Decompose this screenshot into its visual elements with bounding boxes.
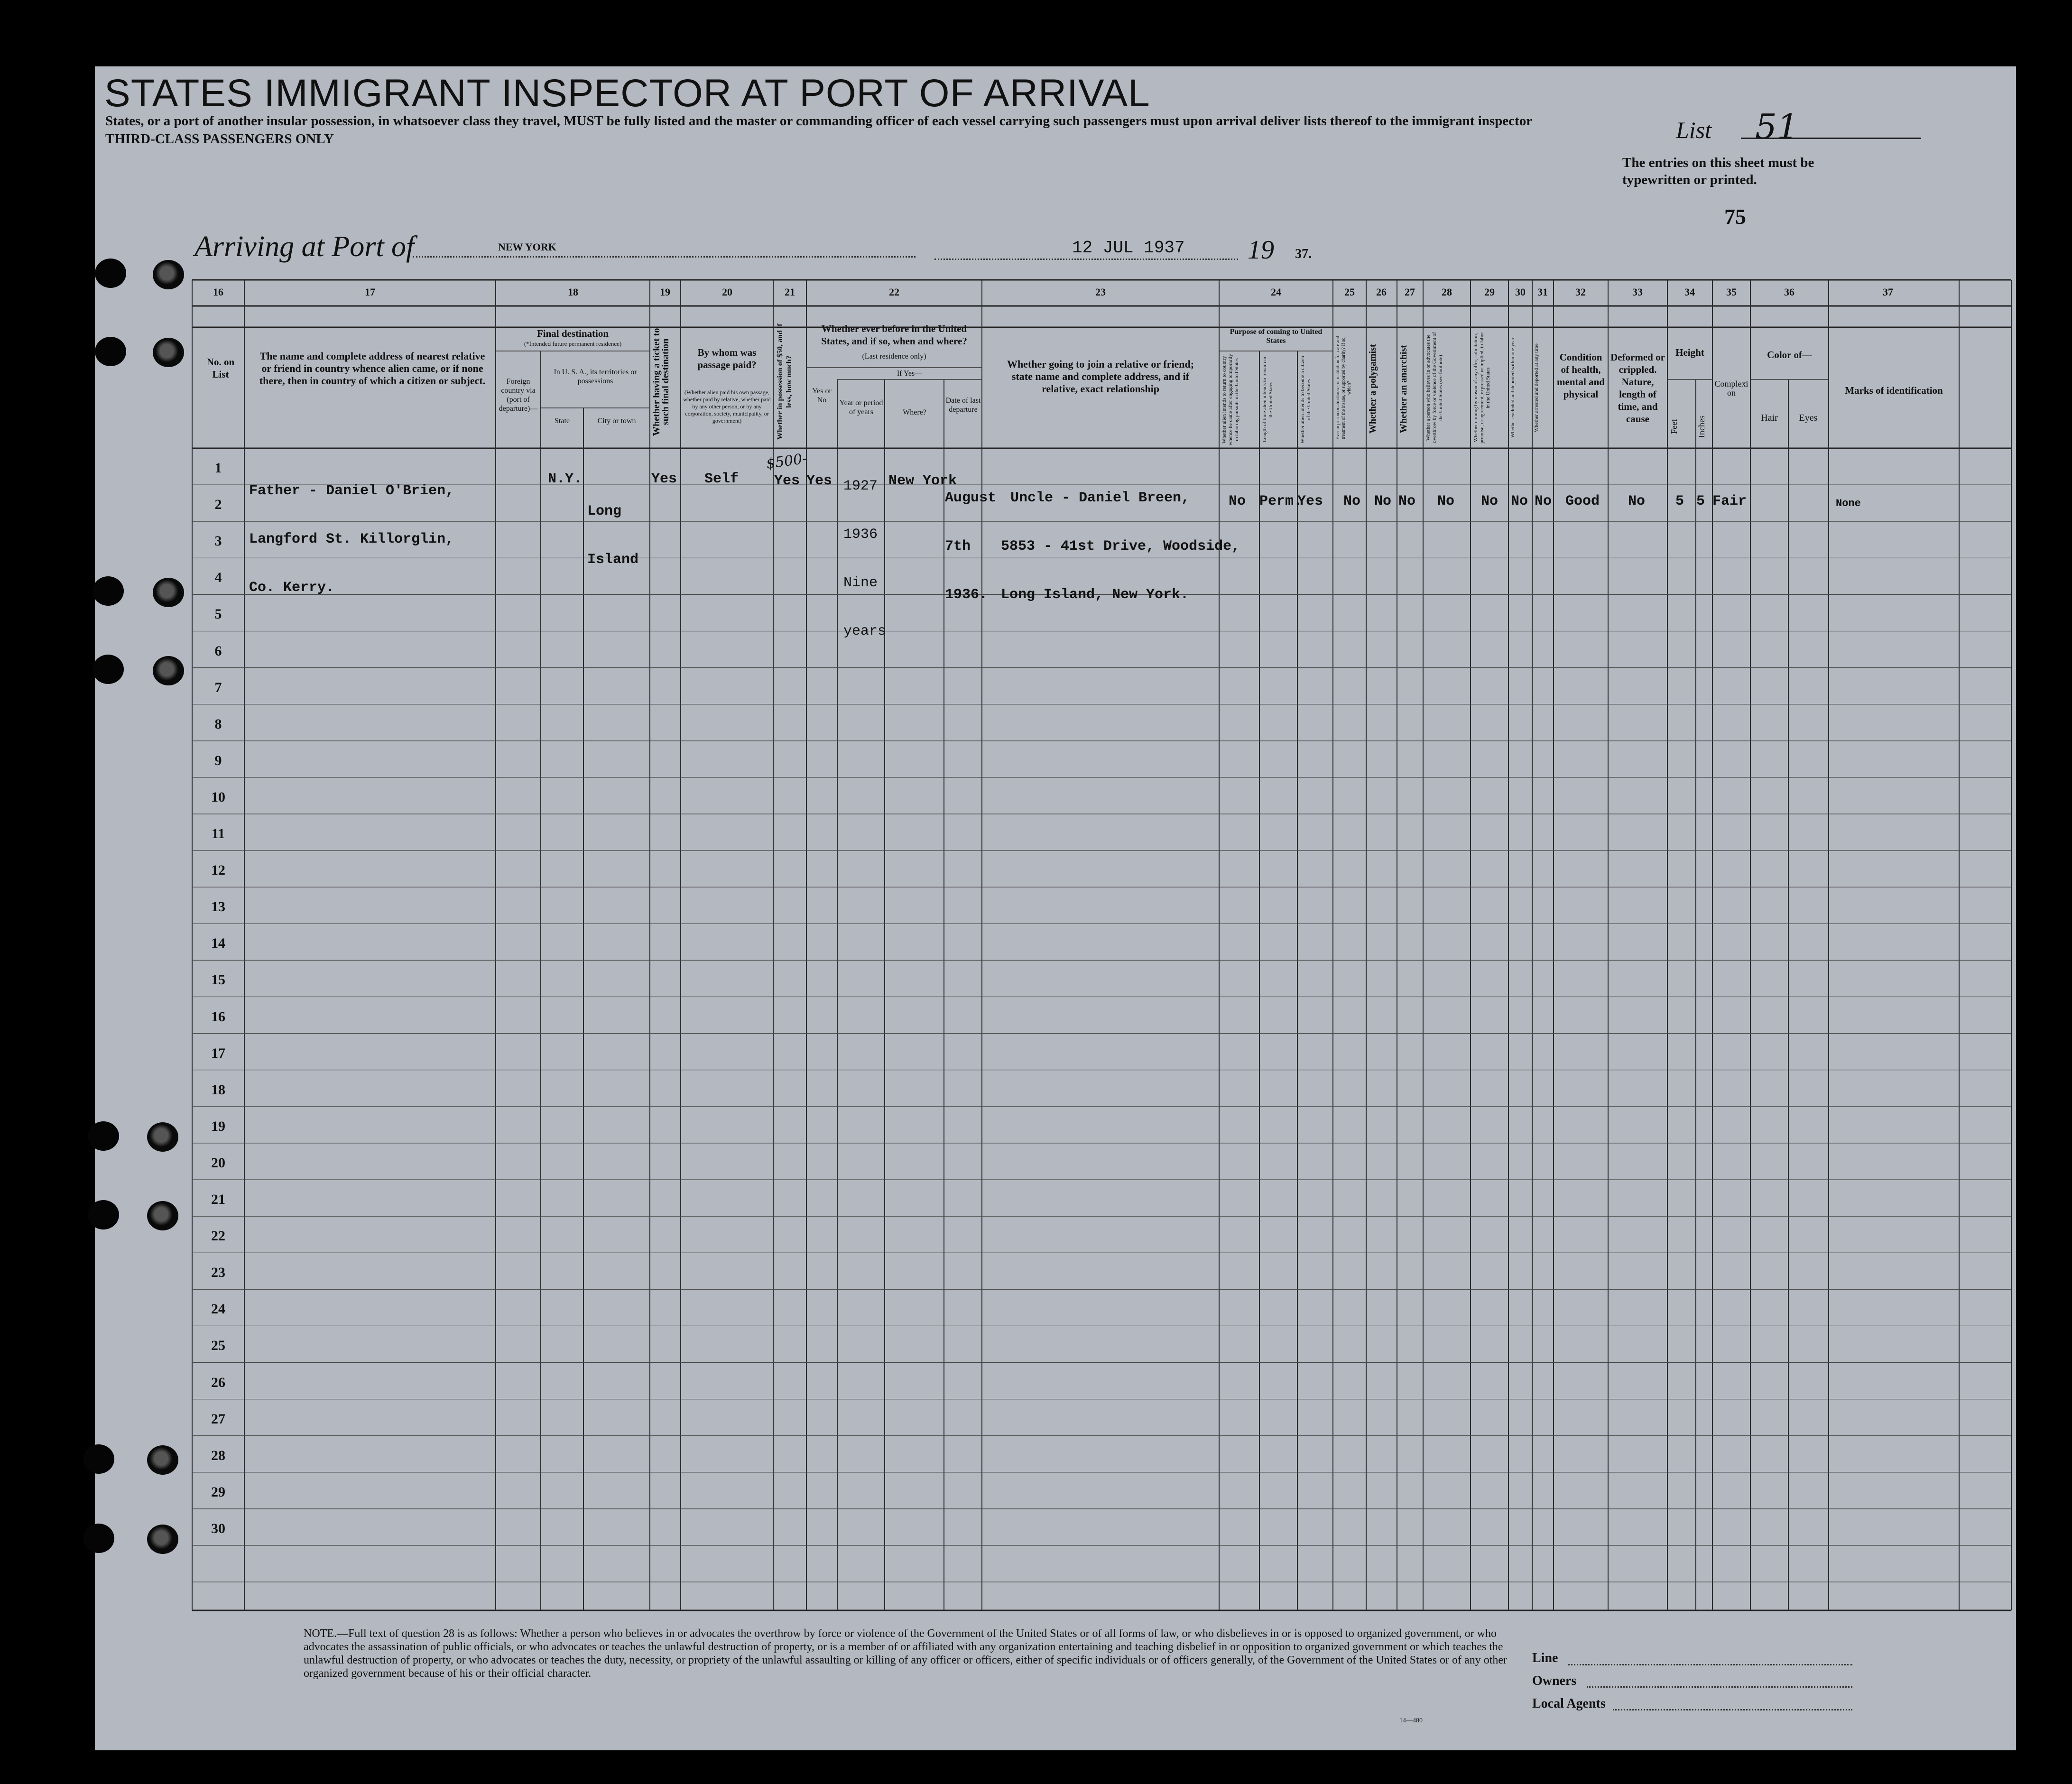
row-number: 20 [211, 1155, 225, 1171]
row-number: 16 [211, 1008, 225, 1025]
header-city: City or town [597, 417, 636, 425]
header-no-on-list: No. on List [206, 356, 235, 380]
row-number: 10 [211, 789, 225, 805]
header-health: Condition of health, mental and physical [1557, 351, 1605, 400]
entry-prison: No [1343, 493, 1361, 509]
departure-line: 7th [945, 538, 971, 555]
entry-money: Yes [774, 473, 800, 489]
entry-money-amount: $500- [765, 450, 808, 472]
header-in-usa: In U. S. A., its territories or possessions [554, 368, 637, 385]
header-marks: Marks of identification [1845, 385, 1943, 396]
header-eyes: Eyes [1799, 413, 1818, 423]
row-number: 18 [211, 1081, 225, 1098]
entry-feet: 5 [1675, 493, 1684, 509]
join-line: Long Island, New York. [1001, 587, 1189, 603]
header-question-28: Whether a person who believes in or advocates the overthrow by force or violence of the Government of the United States (see footnote) [1425, 332, 1443, 444]
list-number: 51 [1755, 107, 1799, 147]
instruction-note: The entries on this sheet must be typewritten or printed. [1622, 155, 1814, 187]
entry-health: Good [1565, 493, 1600, 509]
column-number: 19 [660, 286, 670, 298]
entry-anarchist: No [1398, 493, 1416, 509]
city-line: Island [587, 552, 639, 568]
column-number: 31 [1537, 286, 1548, 298]
entry-state: N.Y. [548, 471, 583, 487]
row-number: 4 [214, 570, 222, 586]
entry-return: No [1229, 493, 1246, 509]
column-number: 16 [213, 286, 223, 298]
column-number: 30 [1515, 286, 1526, 298]
header-return-intent: Whether alien intends to return to country whence he came after engaging temporarily in laboring pursuits in the United States [1221, 354, 1240, 445]
header-state: State [555, 417, 570, 425]
page-title: STATES IMMIGRANT INSPECTOR AT PORT OF ARRIVAL [104, 72, 1150, 115]
line-dotted [1568, 1664, 1852, 1665]
row-number: 19 [211, 1118, 225, 1134]
subtitle-text: States, or a port of another insular possession, in whatsoever class they travel, MUST be fully listed and the master or commanding officer of each vessel carrying such passengers must upon arrival deliver lists thereof to the immigrant inspector [105, 113, 1533, 129]
header-purpose: Purpose of coming to United States [1230, 328, 1323, 345]
header-passage-paid-note: (Whether alien paid his own passage, whether paid by relative, whether paid by any other person, or by any corporation, society, municipality, or government) [683, 389, 771, 424]
arriving-label: Arriving at Port of [194, 231, 415, 263]
column-number: 32 [1575, 286, 1586, 298]
header-color-of: Color of— [1767, 349, 1812, 360]
header-going-to-join: Whether going to join a relative or friend; state name and complete address, and if relative, exact relationship [1007, 358, 1194, 395]
years-line: 1927 [843, 478, 878, 494]
header-yes-or-no: Yes or No [812, 387, 832, 404]
year-prefix: 19 [1248, 235, 1274, 265]
row-number: 3 [214, 533, 222, 549]
entry-polygamist: No [1374, 493, 1392, 509]
owners-label: Owners [1532, 1673, 1577, 1688]
entry-marks: None [1836, 498, 1861, 509]
entry-question-31: No [1535, 493, 1552, 509]
header-height: Height [1675, 347, 1704, 358]
entry-deformed: No [1628, 493, 1646, 509]
departure-line: August [945, 490, 997, 506]
entry-complexion: Fair [1712, 493, 1747, 509]
column-number: 17 [365, 286, 375, 298]
header-arrested: Whether arrested and deported at any time [1534, 343, 1539, 432]
row-number: 5 [214, 606, 222, 622]
header-where: Where? [903, 408, 926, 416]
row-number: 23 [211, 1265, 225, 1281]
column-number: 18 [568, 286, 578, 298]
entry-city [587, 471, 638, 584]
column-number: 28 [1442, 286, 1452, 298]
year-suffix: 37. [1295, 247, 1312, 261]
column-number: 22 [889, 286, 899, 298]
entry-relative [249, 451, 454, 612]
column-number: 25 [1344, 286, 1355, 298]
entry-citizen: Yes [1297, 493, 1323, 509]
header-become-citizen: Whether alien intends to become a citizen of the United States [1300, 356, 1312, 444]
city-line: Long [587, 503, 622, 519]
entry-departure [945, 458, 996, 619]
relative-line: Langford St. Killorglin, [249, 531, 454, 547]
header-ever-before: Whether ever before in the United States, and if so, when and where? [821, 323, 967, 347]
row-number: 12 [211, 862, 225, 878]
header-final-destination-note: (*Intended future permanent residence) [524, 340, 622, 347]
row-number: 11 [211, 826, 225, 841]
join-line: 5853 - 41st Drive, Woodside, [1001, 538, 1240, 555]
row-number: 14 [211, 935, 225, 952]
header-excluded: Whether excluded and deported within one year [1510, 337, 1516, 438]
header-nearest-relative: The name and complete address of nearest relative or friend in country whence alien came, or if none there, then in country of which a citizen or subject. [259, 350, 486, 387]
row-number: 29 [211, 1484, 225, 1500]
row-number: 8 [214, 716, 222, 732]
header-feet: Feet [1669, 419, 1679, 434]
footnote-question-28: NOTE.—Full text of question 28 is as follows: Whether a person who believes in or advocates the overthrow by force or violence of the Government of the United States or of all forms of law, or who disbelieves in or is opposed to organized government, or who advocates the assassination of public officials, or who advocates or teaches the unlawful destruction of property, or is a member of or affiliated with any organization entertaining and teaching disbelief in or opposition to organized government or which teaches the unlawful destruction of property, or who advocates or teaches the duty, necessity, or propriety of the unlawful assaulting or killing of any officer or officers, either of specific individuals or of officers generally, of the Government of the United States or of any other organized government because of his or their official character. [304, 1627, 1508, 1680]
row-number: 9 [214, 752, 222, 768]
line-label: Line [1532, 1651, 1558, 1665]
column-number: 24 [1271, 286, 1281, 298]
years-line: 1936 [843, 527, 878, 543]
row-number: 7 [214, 679, 222, 695]
column-number: 21 [785, 286, 795, 298]
row-number: 15 [211, 972, 225, 988]
header-passage-paid: By whom was passage paid? [697, 347, 757, 370]
header-if-yes: If Yes— [897, 370, 923, 378]
page-number: 75 [1724, 204, 1746, 229]
header-deformed: Deformed or crippled. Nature, length of time, and cause [1610, 351, 1665, 425]
header-labor-offer: Whether coming by reason of any offer, solicitation, promise, or agreement, expressed or implied, to labor in the United States [1473, 332, 1491, 444]
row-number: 6 [214, 643, 222, 659]
header-hair: Hair [1761, 413, 1778, 423]
entry-going-to-join [1001, 458, 1240, 619]
entry-ticket: Yes [651, 471, 677, 487]
row-number: 27 [211, 1411, 225, 1427]
entry-years [843, 446, 886, 656]
local-agents-label: Local Agents [1532, 1696, 1606, 1711]
row-number: 28 [211, 1447, 225, 1463]
column-number: 33 [1632, 286, 1643, 298]
row-number: 24 [211, 1301, 225, 1317]
row-number: 13 [211, 899, 225, 915]
header-ticket: Whether having a ticket to such final destination [651, 328, 671, 436]
row-number: 17 [211, 1045, 225, 1061]
row-number: 30 [211, 1520, 225, 1536]
column-number: 26 [1376, 286, 1387, 298]
years-line: Nine [843, 575, 878, 591]
entry-question-30: No [1511, 493, 1528, 509]
row-number: 21 [211, 1192, 225, 1207]
passenger-class: THIRD-CLASS PASSENGERS ONLY [105, 131, 334, 147]
date-stamp: 12 JUL 1937 [1072, 238, 1185, 258]
row-number: 25 [211, 1338, 225, 1354]
header-inches: Inches [1697, 416, 1706, 438]
column-number: 37 [1883, 286, 1893, 298]
entry-length: Perm. [1259, 493, 1303, 509]
header-foreign-country: Foreign country via (port of departure)— [499, 378, 538, 413]
header-complexion: Complexion [1714, 379, 1748, 397]
row-number: 26 [211, 1374, 225, 1390]
column-number: 27 [1405, 286, 1415, 298]
agents-dotted [1613, 1709, 1852, 1710]
entry-inches: 5 [1696, 493, 1705, 509]
entry-ever-before: Yes [806, 473, 832, 489]
entry-where: New York [888, 473, 957, 489]
header-fifty-dollars: Whether in possession of $50, and if less, how much? [776, 324, 793, 440]
header-year-period: Year or period of years [839, 399, 883, 416]
join-line: Uncle - Daniel Breen, [1010, 490, 1190, 506]
list-label: List [1676, 117, 1712, 143]
header-polygamist: Whether a polygamist [1368, 344, 1378, 434]
owners-dotted [1587, 1686, 1852, 1688]
column-number: 34 [1684, 286, 1695, 298]
years-line: years [843, 623, 887, 639]
relative-line: Co. Kerry. [249, 580, 335, 596]
column-number: 29 [1484, 286, 1495, 298]
column-number: 36 [1784, 286, 1794, 298]
row-number: 2 [214, 497, 222, 513]
form-number: 14—480 [1399, 1717, 1423, 1724]
entry-question-28: No [1437, 493, 1455, 509]
column-number: 23 [1095, 286, 1106, 298]
port-name: NEW YORK [498, 241, 556, 253]
relative-line: Father - Daniel O'Brien, [249, 483, 454, 499]
row-number: 1 [214, 460, 222, 476]
column-number: 35 [1726, 286, 1737, 298]
header-last-residence: (Last residence only) [862, 352, 926, 360]
row-number: 22 [211, 1228, 225, 1244]
header-final-destination: Final destination [536, 328, 609, 339]
header-length-of-stay: Length of time alien intends to remain in the United States [1262, 357, 1274, 443]
entry-paid-by: Self [704, 471, 739, 487]
column-number: 20 [722, 286, 732, 298]
entry-question-29: No [1481, 493, 1498, 509]
header-anarchist: Whether an anarchist [1398, 345, 1409, 433]
header-prison: Ever in prison or almshouse, or institution for care and treatment of the insane, or supported by charity? If so, which? [1335, 336, 1352, 440]
header-date-departure: Date of last departure [945, 397, 981, 414]
departure-line: 1936. [945, 587, 988, 603]
